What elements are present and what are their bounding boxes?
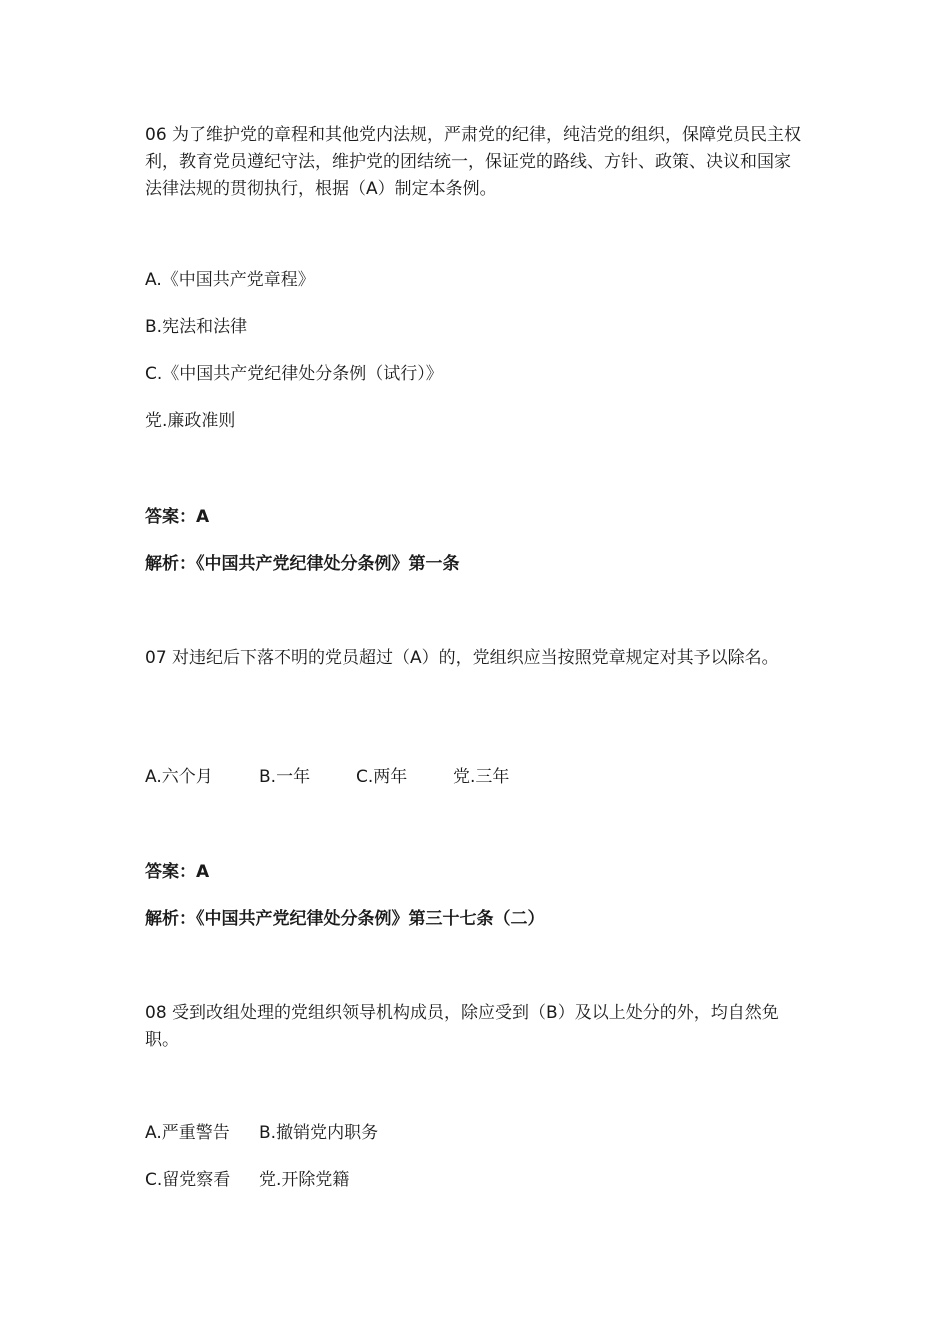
question-07-option-c: C.两年 (356, 767, 408, 787)
question-06-option-a: A.《中国共产党章程》 (145, 270, 315, 290)
question-08-option-b: B.撤销党内职务 (259, 1123, 379, 1143)
question-06-option-b: B.宪法和法律 (145, 317, 248, 337)
question-07-option-d: 党.三年 (453, 767, 510, 787)
question-08-stem: 08 受到改组处理的党组织领导机构成员，除应受到（B）及以上处分的外，均自然免职。 (145, 1003, 779, 1050)
question-08-option-c: C.留党察看 (145, 1170, 231, 1190)
question-08-option-d: 党.开除党籍 (259, 1170, 350, 1190)
question-07-option-b: B.一年 (259, 767, 311, 787)
question-08-options-row-1 (145, 1120, 378, 1146)
question-07-answer: 答案：A (145, 862, 210, 882)
question-07-options (145, 764, 509, 790)
question-07-stem: 07 对违纪后下落不明的党员超过（A）的，党组织应当按照党章规定对其予以除名。 (145, 648, 779, 668)
question-07-option-a: A.六个月 (145, 767, 213, 787)
question-06-answer: 答案：A (145, 507, 210, 527)
question-08-options-row-2 (145, 1167, 349, 1193)
question-06-option-c: C.《中国共产党纪律处分条例（试行）》 (145, 364, 443, 384)
question-06-stem: 06 为了维护党的章程和其他党内法规，严肃党的纪律，纯洁党的组织，保障党员民主权利，教育党员遵纪守法，维护党的团结统一，保证党的路线、方针、政策、决议和国家法律法规的贯彻执行，根据（A）制定本条例。 (145, 125, 802, 199)
question-06-option-d: 党.廉政准则 (145, 411, 236, 431)
question-08-option-a: A.严重警告 (145, 1123, 230, 1143)
question-07-analysis: 解析：《中国共产党纪律处分条例》第三十七条（二） (145, 909, 545, 929)
question-06-analysis: 解析：《中国共产党纪律处分条例》第一条 (145, 554, 460, 574)
